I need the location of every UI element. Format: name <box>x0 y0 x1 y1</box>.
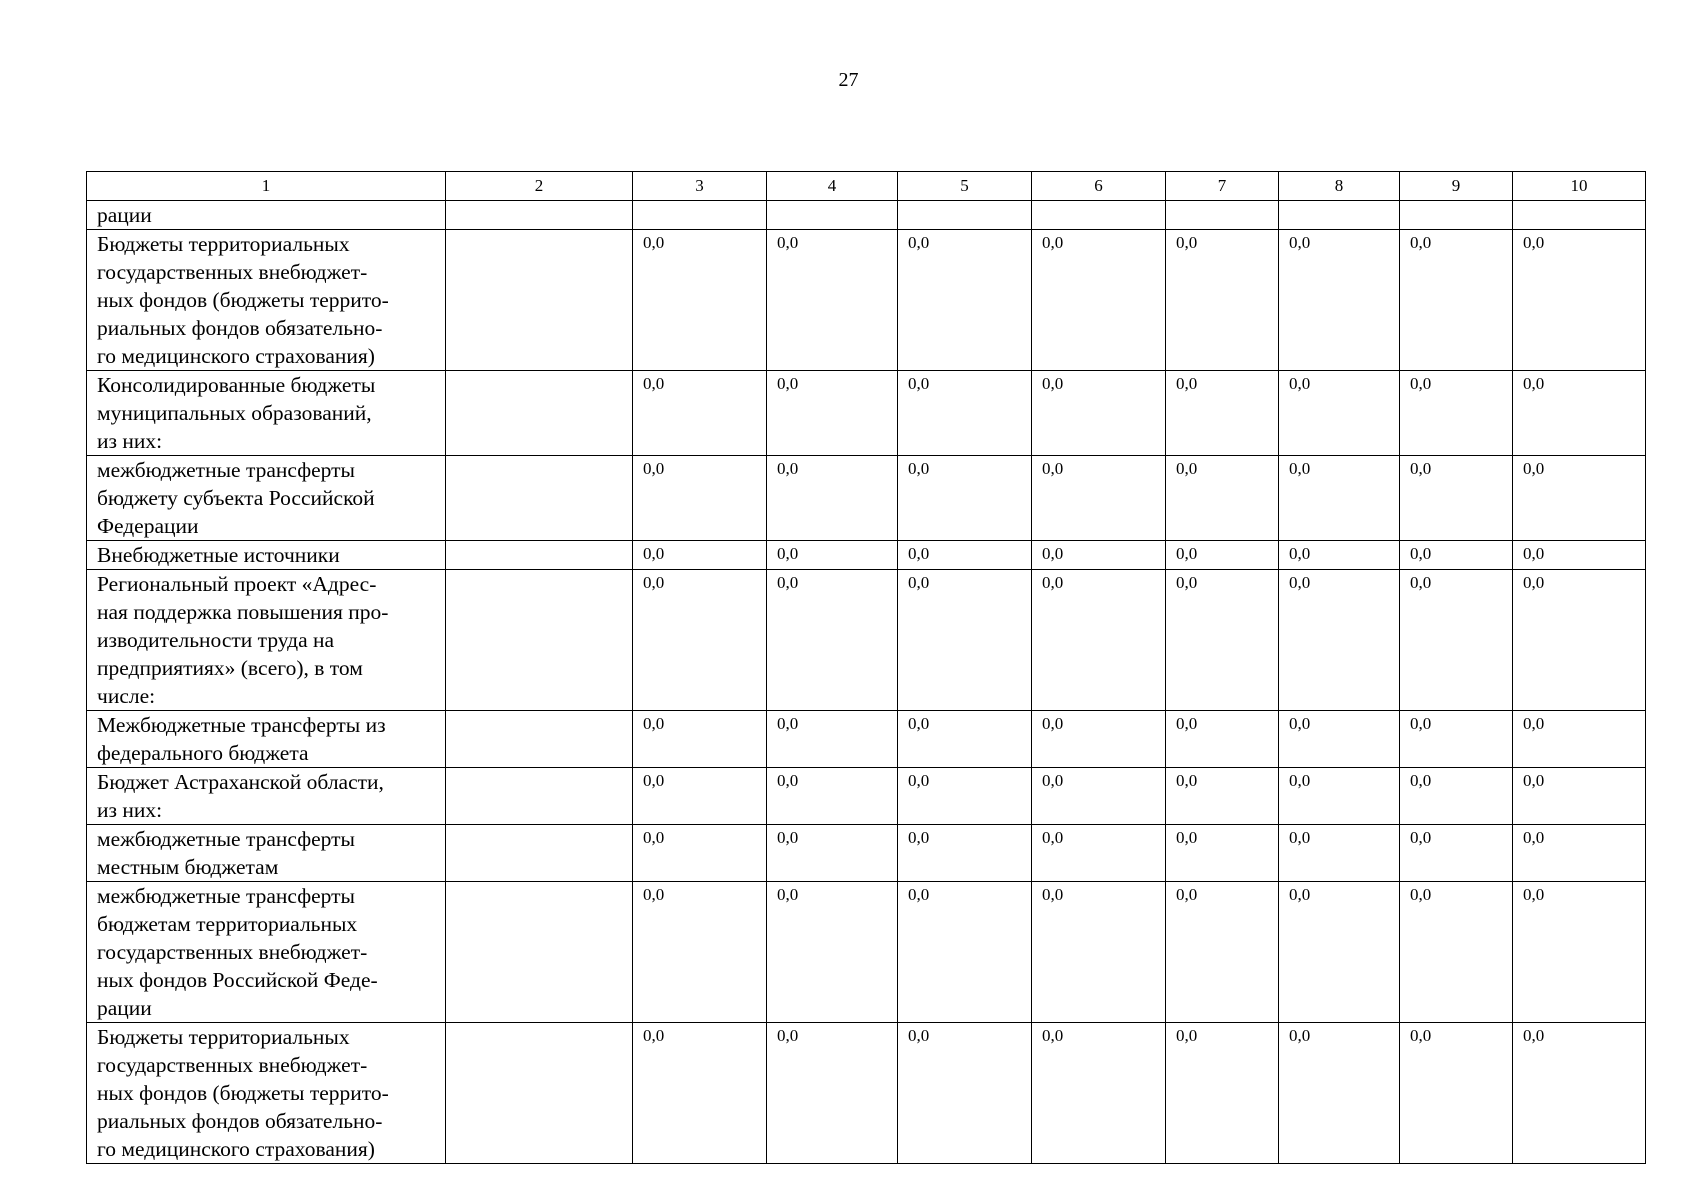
value-cell: 0,0 <box>898 371 1032 456</box>
value-cell: 0,0 <box>1400 570 1513 711</box>
value-cell: 0,0 <box>1513 570 1646 711</box>
value-cell: 0,0 <box>1032 768 1166 825</box>
value-cell: 0,0 <box>1279 230 1400 371</box>
value-cell: 0,0 <box>1166 768 1279 825</box>
value-cell: 0,0 <box>1032 882 1166 1023</box>
value-cell: 0,0 <box>1032 541 1166 570</box>
column-2-cell <box>446 825 633 882</box>
row-label-line: ная поддержка повышения про- <box>97 600 389 624</box>
row-label-line: го медицинского страхования) <box>97 1137 375 1161</box>
value-cell: 0,0 <box>767 570 898 711</box>
column-2-cell <box>446 1023 633 1164</box>
value-cell: 0,0 <box>1279 1023 1400 1164</box>
column-header: 5 <box>898 172 1032 201</box>
value-cell: 0,0 <box>1032 1023 1166 1164</box>
value-cell: 0,0 <box>633 882 767 1023</box>
row-label-cell <box>87 541 446 570</box>
value-cell <box>1279 201 1400 230</box>
row-label-line: Консолидированные бюджеты <box>97 373 376 397</box>
row-label-line: Бюджеты территориальных <box>97 1025 350 1049</box>
value-cell: 0,0 <box>1166 456 1279 541</box>
value-cell: 0,0 <box>767 541 898 570</box>
column-2-cell <box>446 456 633 541</box>
table-body <box>87 201 1646 1164</box>
value-cell: 0,0 <box>898 456 1032 541</box>
row-label-cell <box>87 456 446 541</box>
value-cell: 0,0 <box>898 882 1032 1023</box>
value-cell: 0,0 <box>767 768 898 825</box>
value-cell: 0,0 <box>1400 371 1513 456</box>
row-label-line: государственных внебюджет- <box>97 1053 368 1077</box>
row-label-line: из них: <box>97 429 163 453</box>
page-number: 27 <box>838 69 859 91</box>
column-header: 6 <box>1032 172 1166 201</box>
value-cell: 0,0 <box>898 541 1032 570</box>
table-row <box>87 882 1646 1023</box>
row-label-line: местным бюджетам <box>97 855 279 879</box>
value-cell: 0,0 <box>1032 825 1166 882</box>
value-cell: 0,0 <box>1400 882 1513 1023</box>
value-cell: 0,0 <box>898 1023 1032 1164</box>
table-row <box>87 768 1646 825</box>
row-label-line: Федерации <box>97 514 199 538</box>
value-cell: 0,0 <box>1032 456 1166 541</box>
column-2-cell <box>446 230 633 371</box>
row-label-line: муниципальных образований, <box>97 401 372 425</box>
row-label-line: бюджетам территориальных <box>97 912 358 936</box>
value-cell: 0,0 <box>1513 456 1646 541</box>
value-cell: 0,0 <box>1166 825 1279 882</box>
table-row <box>87 371 1646 456</box>
value-cell: 0,0 <box>1513 768 1646 825</box>
row-label-cell <box>87 768 446 825</box>
value-cell: 0,0 <box>1279 541 1400 570</box>
value-cell: 0,0 <box>767 882 898 1023</box>
value-cell: 0,0 <box>898 825 1032 882</box>
value-cell: 0,0 <box>1279 456 1400 541</box>
value-cell: 0,0 <box>1400 825 1513 882</box>
table-row <box>87 711 1646 768</box>
row-label-line: Внебюджетные источники <box>97 543 340 567</box>
value-cell: 0,0 <box>633 570 767 711</box>
value-cell: 0,0 <box>767 230 898 371</box>
value-cell: 0,0 <box>767 711 898 768</box>
column-header: 8 <box>1279 172 1400 201</box>
row-label-line: числе: <box>97 684 156 708</box>
value-cell: 0,0 <box>1513 541 1646 570</box>
value-cell: 0,0 <box>1166 1023 1279 1164</box>
table-row <box>87 825 1646 882</box>
column-header: 1 <box>87 172 446 201</box>
column-header: 9 <box>1400 172 1513 201</box>
value-cell: 0,0 <box>1032 711 1166 768</box>
header-row <box>87 172 1646 201</box>
column-header: 10 <box>1513 172 1646 201</box>
row-label-line: изводительности труда на <box>97 628 335 652</box>
row-label-cell <box>87 711 446 768</box>
value-cell: 0,0 <box>1032 570 1166 711</box>
table-row <box>87 230 1646 371</box>
value-cell: 0,0 <box>633 1023 767 1164</box>
row-label-line: рации <box>97 996 152 1020</box>
value-cell: 0,0 <box>1513 230 1646 371</box>
value-cell <box>1166 201 1279 230</box>
table-row <box>87 541 1646 570</box>
value-cell <box>1032 201 1166 230</box>
row-label-line: межбюджетные трансферты <box>97 884 355 908</box>
row-label-line: межбюджетные трансферты <box>97 827 355 851</box>
row-label-line: межбюджетные трансферты <box>97 458 355 482</box>
row-label-line: федерального бюджета <box>97 741 309 765</box>
value-cell: 0,0 <box>1400 230 1513 371</box>
column-2-cell <box>446 541 633 570</box>
row-label-line: государственных внебюджет- <box>97 260 368 284</box>
budget-table <box>86 171 1646 1164</box>
value-cell: 0,0 <box>898 570 1032 711</box>
column-2-cell <box>446 371 633 456</box>
row-label-line: Межбюджетные трансферты из <box>97 713 386 737</box>
value-cell: 0,0 <box>633 768 767 825</box>
value-cell: 0,0 <box>898 230 1032 371</box>
row-label-line: бюджету субъекта Российской <box>97 486 375 510</box>
column-header: 3 <box>633 172 767 201</box>
value-cell: 0,0 <box>1279 711 1400 768</box>
value-cell: 0,0 <box>1166 230 1279 371</box>
row-label-line: из них: <box>97 798 163 822</box>
value-cell <box>1400 201 1513 230</box>
value-cell: 0,0 <box>1400 541 1513 570</box>
value-cell: 0,0 <box>633 711 767 768</box>
value-cell: 0,0 <box>1279 570 1400 711</box>
value-cell: 0,0 <box>633 825 767 882</box>
row-label-cell <box>87 371 446 456</box>
column-2-cell <box>446 768 633 825</box>
row-label-cell <box>87 570 446 711</box>
value-cell: 0,0 <box>767 371 898 456</box>
value-cell: 0,0 <box>767 456 898 541</box>
row-label-line: ных фондов Российской Феде- <box>97 968 378 992</box>
value-cell: 0,0 <box>898 768 1032 825</box>
value-cell: 0,0 <box>1032 371 1166 456</box>
table-row <box>87 456 1646 541</box>
row-label-line: Бюджет Астраханской области, <box>97 770 384 794</box>
value-cell: 0,0 <box>1166 371 1279 456</box>
value-cell: 0,0 <box>1513 1023 1646 1164</box>
column-2-cell <box>446 201 633 230</box>
value-cell: 0,0 <box>1513 371 1646 456</box>
value-cell: 0,0 <box>1400 768 1513 825</box>
table-row <box>87 570 1646 711</box>
row-label-cell <box>87 1023 446 1164</box>
value-cell: 0,0 <box>1279 882 1400 1023</box>
value-cell: 0,0 <box>1166 541 1279 570</box>
column-header: 7 <box>1166 172 1279 201</box>
value-cell: 0,0 <box>1279 371 1400 456</box>
value-cell: 0,0 <box>1166 711 1279 768</box>
value-cell: 0,0 <box>1032 230 1166 371</box>
row-label-line: го медицинского страхования) <box>97 344 375 368</box>
column-header: 2 <box>446 172 633 201</box>
value-cell <box>898 201 1032 230</box>
value-cell: 0,0 <box>1513 825 1646 882</box>
row-label-line: ных фондов (бюджеты террито- <box>97 288 389 312</box>
column-header: 4 <box>767 172 898 201</box>
value-cell: 0,0 <box>1166 882 1279 1023</box>
value-cell: 0,0 <box>1279 825 1400 882</box>
value-cell: 0,0 <box>1400 456 1513 541</box>
value-cell: 0,0 <box>898 711 1032 768</box>
table-row <box>87 201 1646 230</box>
value-cell: 0,0 <box>633 456 767 541</box>
row-label-cell <box>87 882 446 1023</box>
value-cell <box>1513 201 1646 230</box>
row-label-cell <box>87 230 446 371</box>
column-2-cell <box>446 882 633 1023</box>
row-label-line: Бюджеты территориальных <box>97 232 350 256</box>
row-label-cell <box>87 201 446 230</box>
row-label-line: риальных фондов обязательно- <box>97 1109 383 1133</box>
row-label-line: Региональный проект «Адрес- <box>97 572 377 596</box>
value-cell: 0,0 <box>1513 882 1646 1023</box>
value-cell: 0,0 <box>633 230 767 371</box>
value-cell: 0,0 <box>1166 570 1279 711</box>
value-cell: 0,0 <box>1400 1023 1513 1164</box>
value-cell: 0,0 <box>633 541 767 570</box>
value-cell: 0,0 <box>633 371 767 456</box>
row-label-line: рации <box>97 203 152 227</box>
row-label-cell <box>87 825 446 882</box>
value-cell: 0,0 <box>1400 711 1513 768</box>
table-row <box>87 1023 1646 1164</box>
value-cell: 0,0 <box>767 1023 898 1164</box>
row-label-line: государственных внебюджет- <box>97 940 368 964</box>
column-2-cell <box>446 711 633 768</box>
value-cell <box>633 201 767 230</box>
row-label-line: риальных фондов обязательно- <box>97 316 383 340</box>
value-cell: 0,0 <box>1279 768 1400 825</box>
row-label-line: ных фондов (бюджеты террито- <box>97 1081 389 1105</box>
value-cell: 0,0 <box>1513 711 1646 768</box>
value-cell: 0,0 <box>767 825 898 882</box>
row-label-line: предприятиях» (всего), в том <box>97 656 363 680</box>
column-2-cell <box>446 570 633 711</box>
value-cell <box>767 201 898 230</box>
